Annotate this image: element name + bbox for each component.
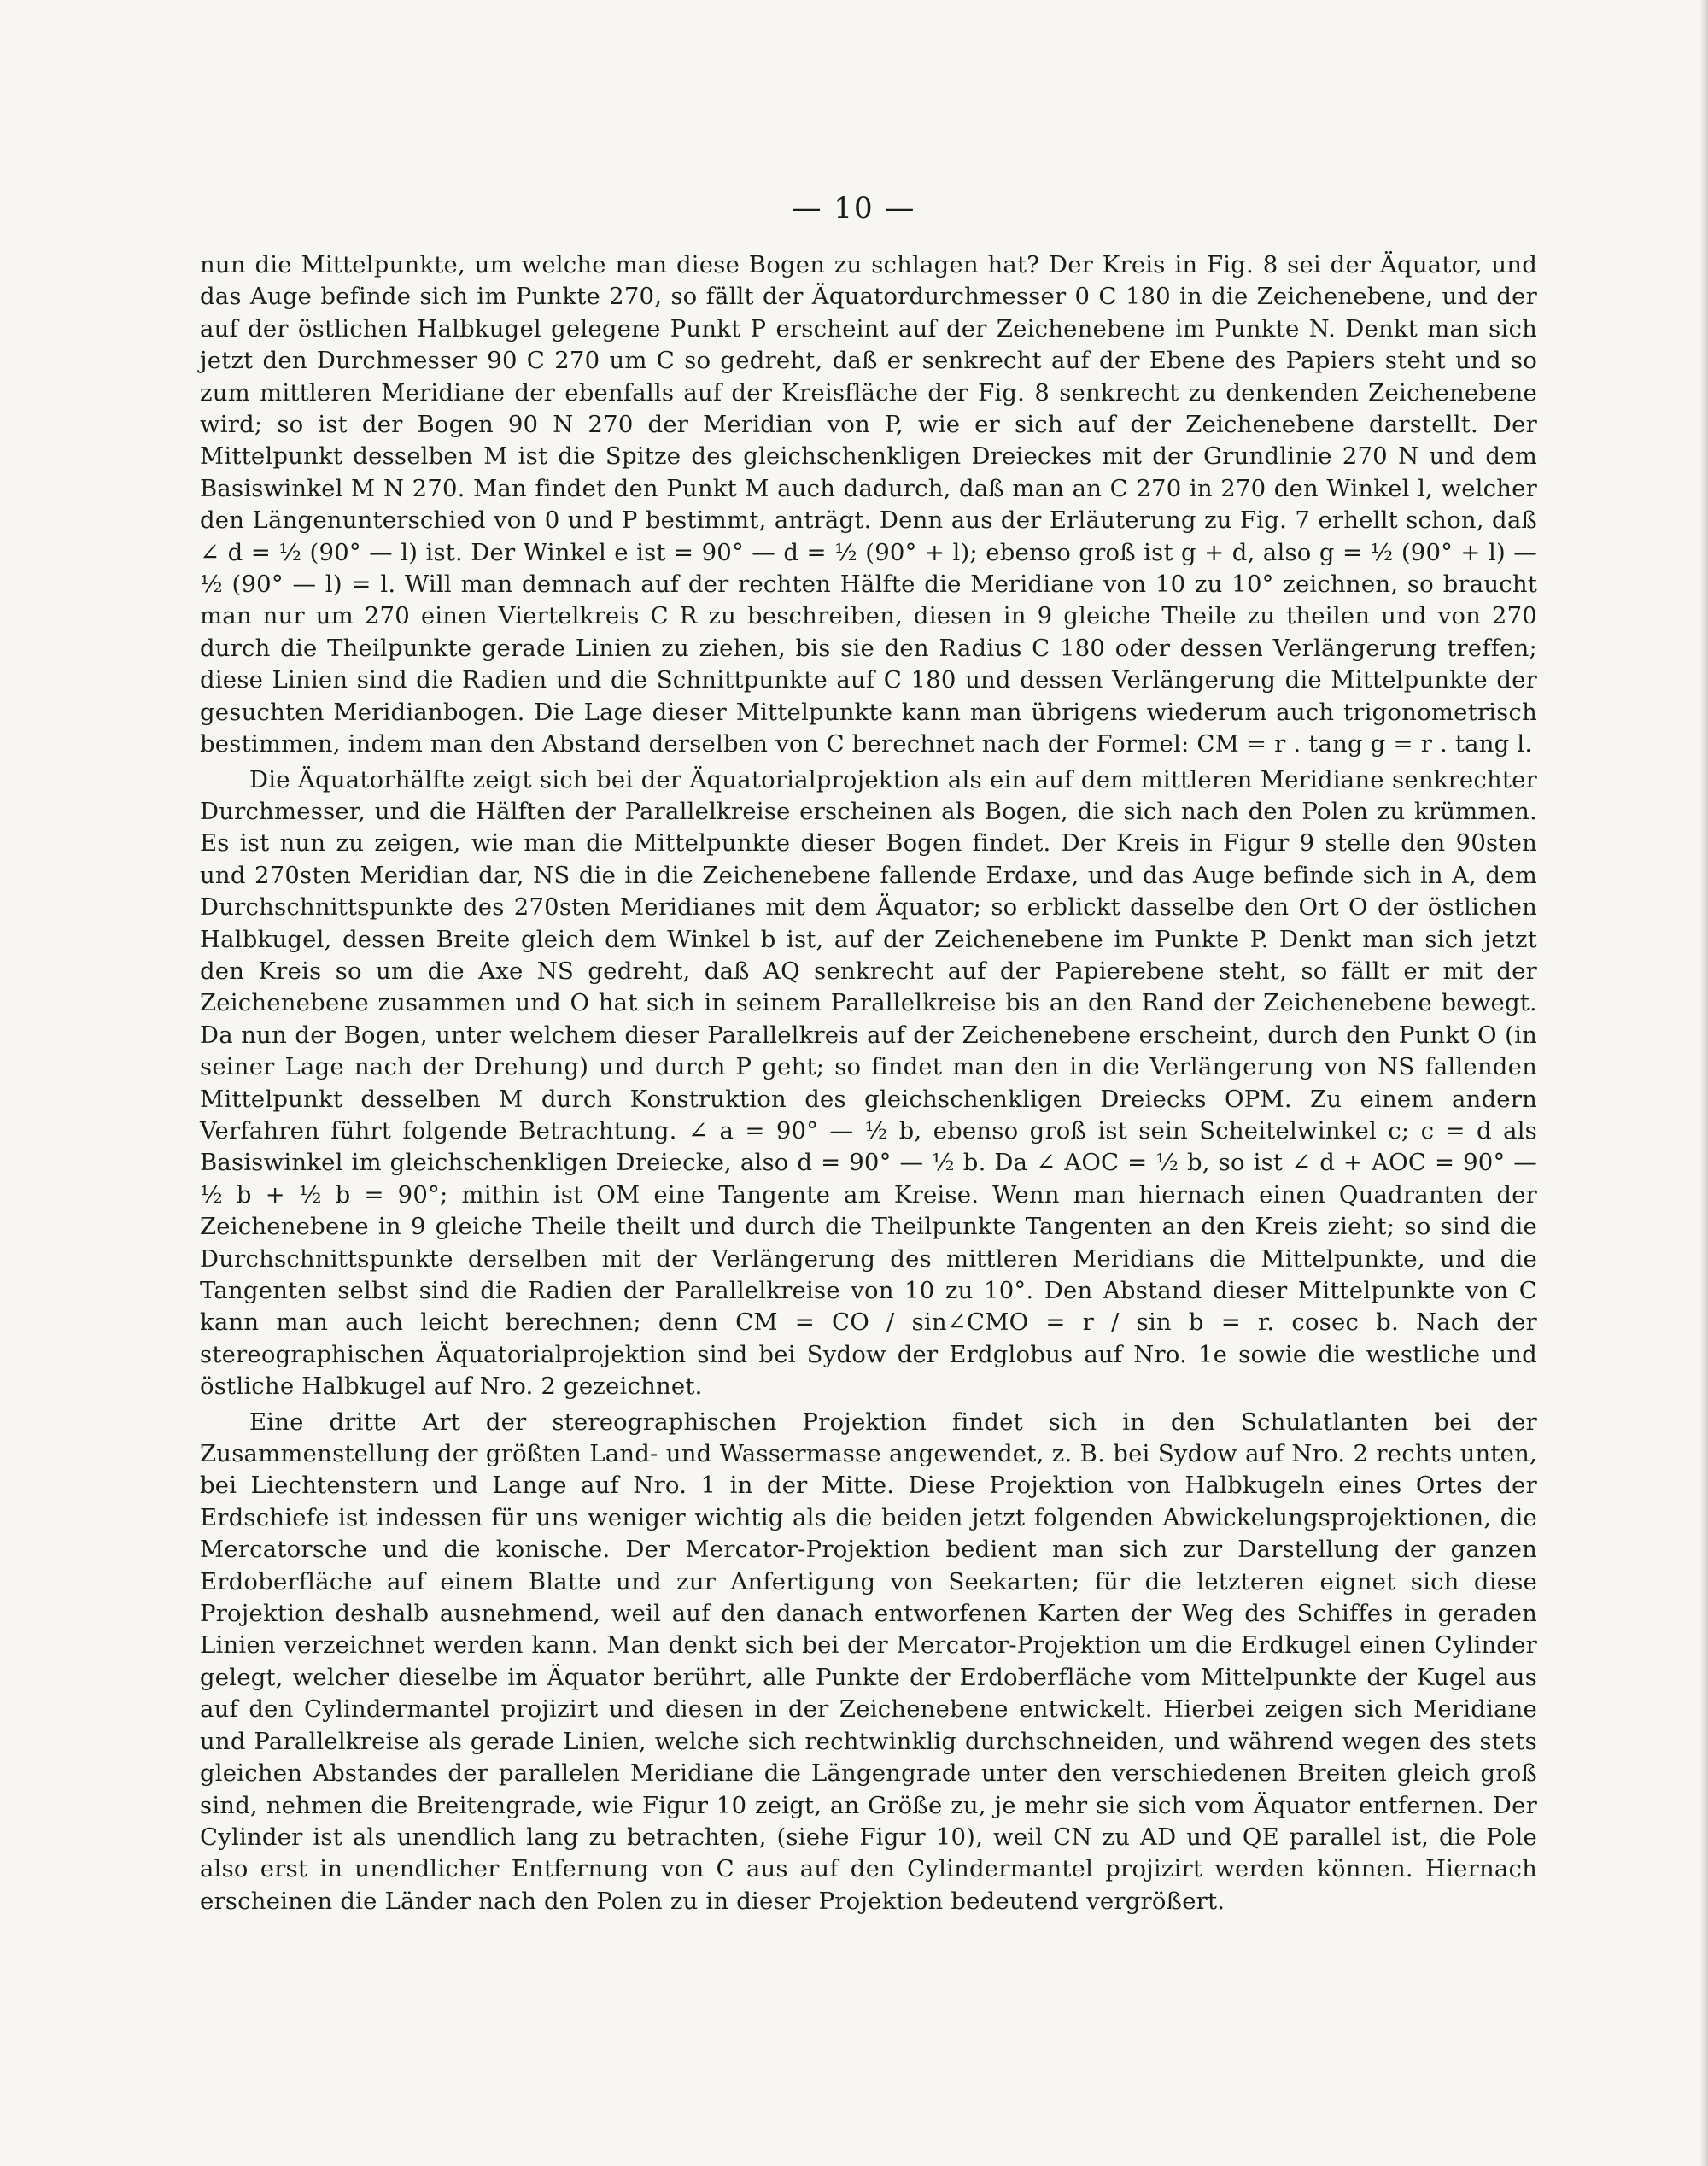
paragraph-3: Eine dritte Art der stereographischen Projektion findet sich in den Schulatlanten bei der Zusammenstellung der größten Land- und Wassermasse angewendet, z. B. bei Sydow auf Nro. 2 rechts unten, bei Liechtenstern und Lange auf Nro. 1 in der Mitte. Diese Projektion von Halbkugeln eines Ortes der Erdschiefe ist indessen für uns weniger wichtig als die beiden jetzt folgenden Abwickelungsprojektionen, die Mercatorsche und die konische. Der Mercator-Projektion bedient man sich zur Darstellung der ganzen Erdoberfläche auf einem Blatte und zur Anfertigung von Seekarten; für die letzteren eignet sich diese Projektion deshalb ausnehmend, weil auf den danach entworfenen Karten der Weg des Schiffes in geraden Linien verzeichnet werden kann. Man denkt sich bei der Mercator-Projektion um die Erdkugel einen Cylinder gelegt, welcher dieselbe im Äquator berührt, alle Punkte der Erdoberfläche vom Mittelpunkte der Kugel aus auf den Cylindermantel projizirt und diesen in der Zeichenebene entwickelt. Hierbei zeigen sich Meridiane und Parallelkreise als gerade Linien, welche sich rechtwinklig durchschneiden, und während wegen des stets gleichen Abstandes der parallelen Meridiane die Längengrade unter den verschiedenen Breiten gleich groß sind, nehmen die Breitengrade, wie Figur 10 zeigt, an Größe zu, je mehr sie sich vom Äquator entfernen. Der Cylinder ist als unendlich lang zu betrachten, (siehe Figur 10), weil CN zu AD und QE parallel ist, die Pole also erst in unendlicher Entfernung von C aus auf den Cylindermantel projizirt werden können. Hiernach erscheinen die Länder nach den Polen zu in dieser Projektion bedeutend vergrößert. <box>200 1408 1537 1915</box>
page-number: — 10 — <box>792 191 916 225</box>
body-text <box>200 249 1537 1917</box>
page-edge-shadow <box>1699 0 1708 2166</box>
paragraph-2: Die Äquatorhälfte zeigt sich bei der Äquatorialprojektion als ein auf dem mittleren Meridiane senkrechter Durchmesser, und die Hälften der Parallelkreise erscheinen als Bogen, die sich nach den Polen zu krümmen. Es ist nun zu zeigen, wie man die Mittelpunkte dieser Bogen findet. Der Kreis in Figur 9 stelle den 90sten und 270sten Meridian dar, NS die in die Zeichenebene fallende Erdaxe, und das Auge befinde sich in A, dem Durchschnittspunkte des 270sten Meridianes mit dem Äquator; so erblickt dasselbe den Ort O der östlichen Halbkugel, dessen Breite gleich dem Winkel b ist, auf der Zeichenebene im Punkte P. Denkt man sich jetzt den Kreis so um die Axe NS gedreht, daß AQ senkrecht auf der Papierebene steht, so fällt er mit der Zeichenebene zusammen und O hat sich in seinem Parallelkreise bis an den Rand der Zeichenebene bewegt. Da nun der Bogen, unter welchem dieser Parallelkreis auf der Zeichenebene erscheint, durch den Punkt O (in seiner Lage nach der Drehung) und durch P geht; so findet man den in die Verlängerung von NS fallenden Mittelpunkt desselben M durch Konstruktion des gleichschenkligen Dreiecks OPM. Zu einem andern Verfahren führt folgende Betrachtung. ∠ a = 90° — ½ b, ebenso groß ist sein Scheitelwinkel c; c = d als Basiswinkel im gleichschenkligen Dreiecke, also d = 90° — ½ b. Da ∠ AOC = ½ b, so ist ∠ d + AOC = 90° — ½ b + ½ b = 90°; mithin ist OM eine Tangente am Kreise. Wenn man hiernach einen Quadranten der Zeichenebene in 9 gleiche Theile theilt und durch die Theilpunkte Tangenten an den Kreis zieht; so sind die Durchschnittspunkte derselben mit der Verlängerung des mittleren Meridians die Mittelpunkte, und die Tangenten selbst sind die Radien der Parallelkreise von 10 zu 10°. Den Abstand dieser Mittelpunkte von C kann man auch leicht berechnen; denn CM = CO / sin∠CMO = r / sin b = r. cosec b. Nach der stereographischen Äquatorialprojektion sind bei Sydow der Erdglobus auf Nro. 1e sowie die westliche und östliche Halbkugel auf Nro. 2 gezeichnet. <box>200 765 1537 1401</box>
paragraph-1: nun die Mittelpunkte, um welche man diese Bogen zu schlagen hat? Der Kreis in Fig. 8 sei der Äquator, und das Auge befinde sich im Punkte 270, so fällt der Äquatordurchmesser 0 C 180 in die Zeichenebene, und der auf der östlichen Halbkugel gelegene Punkt P erscheint auf der Zeichenebene im Punkte N. Denkt man sich jetzt den Durchmesser 90 C 270 um C so gedreht, daß er senkrecht auf der Ebene des Papiers steht und so zum mittleren Meridiane der ebenfalls auf der Kreisfläche der Fig. 8 senkrecht zu denkenden Zeichenebene wird; so ist der Bogen 90 N 270 der Meridian von P, wie er sich auf der Zeichenebene darstellt. Der Mittelpunkt desselben M ist die Spitze des gleichschenkligen Dreieckes mit der Grundlinie 270 N und dem Basiswinkel M N 270. Man findet den Punkt M auch dadurch, daß man an C 270 in 270 den Winkel l, welcher den Längenunterschied von 0 und P bestimmt, anträgt. Denn aus der Erläuterung zu Fig. 7 erhellt schon, daß ∠ d = ½ (90° — l) ist. Der Winkel e ist = 90° — d = ½ (90° + l); ebenso groß ist g + d, also g = ½ (90° + l) — ½ (90° — l) = l. Will man demnach auf der rechten Hälfte die Meridiane von 10 zu 10° zeichnen, so braucht man nur um 270 einen Viertelkreis C R zu beschreiben, diesen in 9 gleiche Theile zu theilen und von 270 durch die Theilpunkte gerade Linien zu ziehen, bis sie den Radius C 180 oder dessen Verlängerung treffen; diese Linien sind die Radien und die Schnittpunkte auf C 180 und dessen Verlängerung die Mittelpunkte der gesuchten Meridianbogen. Die Lage dieser Mittelpunkte kann man übrigens wiederum auch trigonometrisch bestimmen, indem man den Abstand derselben von C berechnet nach der Formel: CM = r . tang g = r . tang l. <box>200 251 1537 758</box>
